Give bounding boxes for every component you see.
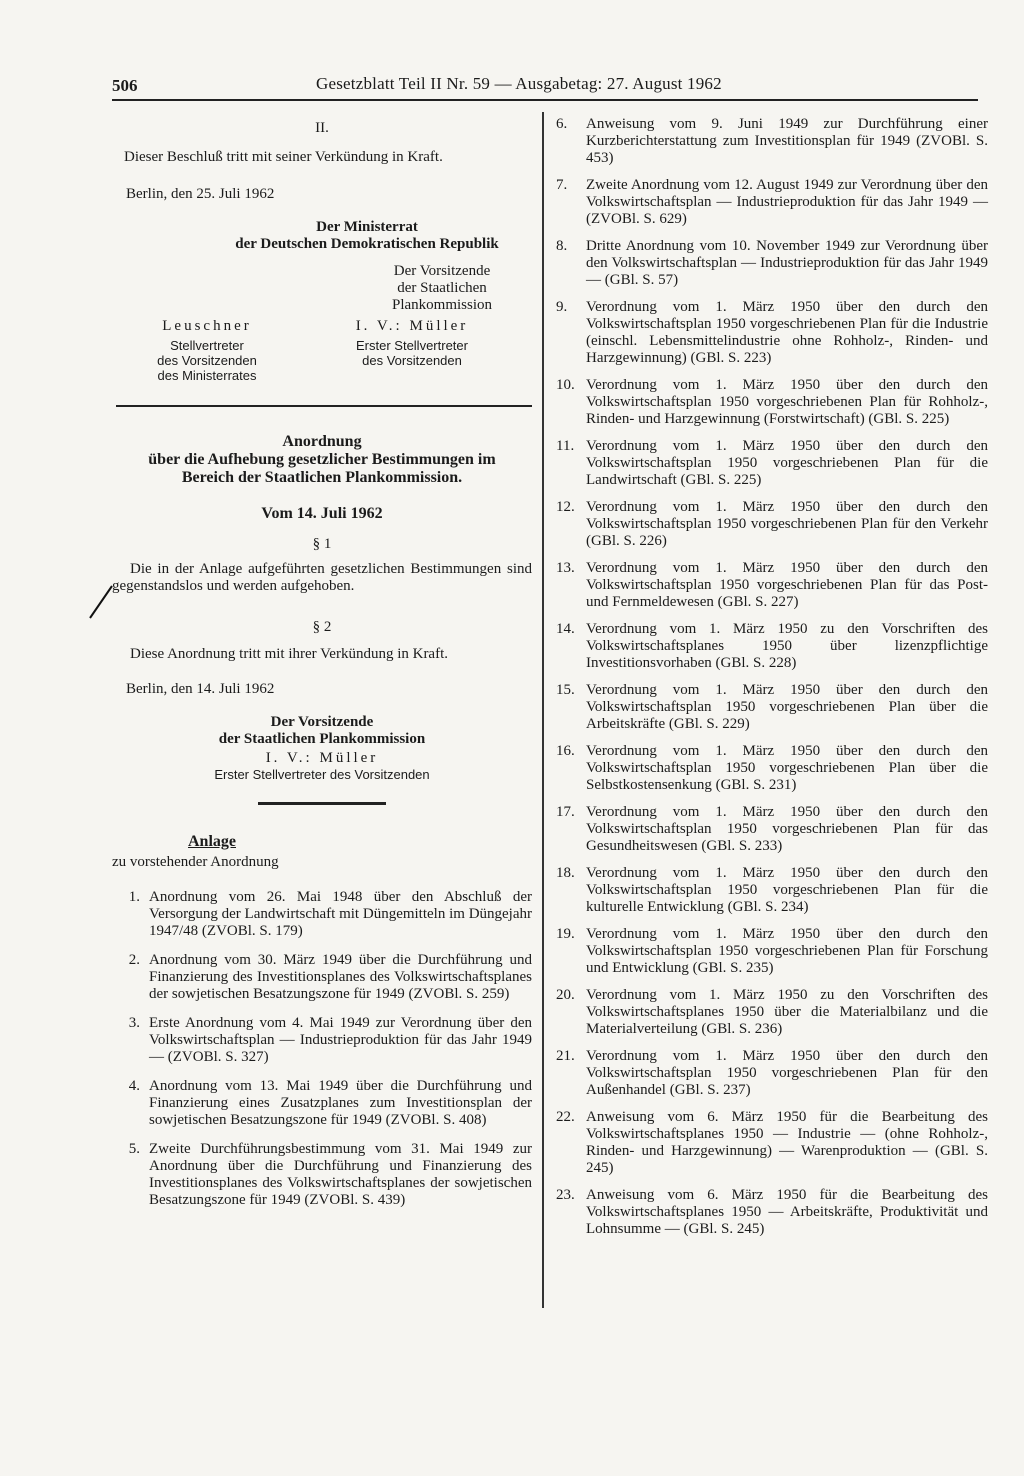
list-item-text: Verordnung vom 1. März 1950 über den durch den Volkswirtschaftsplan 1950 vorgeschriebenen Plan über die Selbstkostensenkung (GBl. S. 231) xyxy=(586,743,988,793)
place-date-2: Berlin, den 14. Juli 1962 xyxy=(126,681,275,697)
signature-2-name: I. V.: Müller xyxy=(265,750,379,766)
signature-2-role: Erster Stellvertreter des Vorsitzenden xyxy=(214,767,430,782)
list-item xyxy=(556,987,988,1038)
list-item xyxy=(556,1048,988,1099)
list-item-text: Verordnung vom 1. März 1950 über den durch den Volkswirtschaftsplan 1950 vorgeschriebenen Plan für die kulturelle Entwicklung (GBl. S. 234) xyxy=(586,865,988,915)
list-item xyxy=(556,865,988,916)
list-item xyxy=(112,1015,532,1066)
signature-title-1: Der Vorsitzende xyxy=(393,263,491,279)
anlage-heading: Anlage xyxy=(188,833,236,850)
left-column xyxy=(112,112,532,1221)
list-item-number: 21. xyxy=(556,1048,575,1064)
list-item-text: Zweite Anordnung vom 12. August 1949 zur Verordnung über den Volkswirtschaftsplan — Industrieproduktion für das Jahr 1949 — (ZVOBl. S. 629) xyxy=(586,177,988,227)
list-item-number: 5. xyxy=(128,1141,140,1157)
anordnung-date: Vom 14. Juli 1962 xyxy=(261,505,383,522)
anordnung-title-1: Anordnung xyxy=(282,433,362,450)
list-item-number: 1. xyxy=(128,889,140,905)
list-item-text: Anordnung vom 30. März 1949 über die Durchführung und Finanzierung des Investitionsplanes des Volkswirtschaftsplanes der sowjetischen Besatzungszone für 1949 (ZVOBl. S. 259) xyxy=(149,952,532,1002)
list-item xyxy=(556,560,988,611)
list-item-text: Anweisung vom 9. Juni 1949 zur Durchführung einer Kurzberichterstattung zum Investitionsplan für 1949 (ZVOBl. S. 453) xyxy=(586,116,988,166)
list-item-number: 10. xyxy=(556,377,575,393)
list-item xyxy=(556,238,988,289)
list-item xyxy=(556,621,988,672)
list-item-text: Verordnung vom 1. März 1950 über den durch den Volkswirtschaftsplan 1950 vorgeschriebenen Plan für den Verkehr (GBl. S. 226) xyxy=(586,499,988,549)
list-item xyxy=(556,1109,988,1177)
list-item xyxy=(556,116,988,167)
list-item xyxy=(556,499,988,550)
short-separator xyxy=(258,802,386,805)
list-item-number: 23. xyxy=(556,1187,575,1203)
authority-line-2: der Deutschen Demokratischen Republik xyxy=(235,236,499,252)
section-text: Dieser Beschluß tritt mit seiner Verkündung in Kraft. xyxy=(124,149,443,165)
list-item-number: 14. xyxy=(556,621,575,637)
signatory-role-2: des Vorsitzenden xyxy=(157,353,257,368)
list-item xyxy=(556,682,988,733)
list-item-text: Anweisung vom 6. März 1950 für die Bearbeitung des Volkswirtschaftsplanes 1950 — Industrie — (ohne Rohholz-, Rinden- und Harzgewinnung) — Warenproduktion — (GBl. S. 245) xyxy=(586,1109,988,1176)
list-item-number: 22. xyxy=(556,1109,575,1125)
section-separator xyxy=(116,405,532,407)
list-item-text: Dritte Anordnung vom 10. November 1949 zur Verordnung über den Volkswirtschaftsplan — Industrieproduktion für das Jahr 1949 — (GBl. S. 57) xyxy=(586,238,988,288)
list-item-text: Verordnung vom 1. März 1950 über den durch den Volkswirtschaftsplan 1950 vorgeschriebenen Plan für Forschung und Entwicklung (GBl. S. 235) xyxy=(586,926,988,976)
list-item xyxy=(556,743,988,794)
paragraph-2-symbol: § 2 xyxy=(312,619,332,635)
list-item-text: Erste Anordnung vom 4. Mai 1949 zur Verordnung über den Volkswirtschaftsplan — Industrieproduktion für das Jahr 1949 — (ZVOBl. S. 327) xyxy=(149,1015,532,1065)
list-item-number: 6. xyxy=(556,116,568,132)
list-item-number: 3. xyxy=(128,1015,140,1031)
list-item-number: 18. xyxy=(556,865,575,881)
list-item-text: Verordnung vom 1. März 1950 über den durch den Volkswirtschaftsplan 1950 vorgeschriebenen Plan für den Außenhandel (GBl. S. 237) xyxy=(586,1048,988,1098)
list-item xyxy=(112,1141,532,1209)
signatory-name-right: I. V.: Müller xyxy=(355,318,469,334)
list-item-number: 8. xyxy=(556,238,568,254)
anordnung-title-2: über die Aufhebung gesetzlicher Bestimmungen im xyxy=(148,451,496,468)
signature-right xyxy=(302,318,522,383)
list-item-number: 19. xyxy=(556,926,575,942)
signature-2-block xyxy=(112,714,532,782)
list-item xyxy=(556,377,988,428)
page-number: 506 xyxy=(112,76,138,95)
signatory-right-role-1: Erster Stellvertreter xyxy=(356,338,468,353)
signature-2-title-2: der Staatlichen Plankommission xyxy=(218,731,426,747)
list-item xyxy=(556,804,988,855)
list-item-text: Zweite Durchführungsbestimmung vom 31. Mai 1949 zur Anordnung über die Durchführung und Finanzierung des Investitionsplanes des Volkswirtschaftsplanes der sowjetischen Besatzungszone für 1949 (ZVOBl. S. 439) xyxy=(149,1141,532,1208)
signatory-role-3: des Ministerrates xyxy=(157,368,257,383)
paragraph-1-text: Die in der Anlage aufgeführten gesetzlichen Bestimmungen sind gegenstandslos und werden aufgehoben. xyxy=(112,561,532,594)
list-item-number: 15. xyxy=(556,682,575,698)
paragraph-1-symbol: § 1 xyxy=(312,536,332,552)
list-item-text: Anordnung vom 13. Mai 1949 über die Durchführung und Finanzierung eines Zusatzplanes zum Investitionsplan der sowjetischen Besatzungszone für 1949 (ZVOBl. S. 408) xyxy=(149,1078,532,1128)
list-item xyxy=(556,1187,988,1238)
anordnung-title-3: Bereich der Staatlichen Plankommission. xyxy=(181,469,463,486)
anlage-subtitle: zu vorstehender Anordnung xyxy=(112,854,279,870)
list-item xyxy=(112,1078,532,1129)
list-item-number: 7. xyxy=(556,177,568,193)
gazette-header-title: Gesetzblatt Teil II Nr. 59 — Ausgabetag: 27. August 1962 xyxy=(316,74,722,93)
list-item-text: Verordnung vom 1. März 1950 über den durch den Volkswirtschaftsplan 1950 vorgeschriebenen Plan für Rohholz-, Rinden- und Harzgewinnung (Forstwirtschaft) (GBl. S. 225) xyxy=(586,377,988,427)
list-item-number: 12. xyxy=(556,499,575,515)
paragraph-2-text: Diese Anordnung tritt mit ihrer Verkündung in Kraft. xyxy=(130,646,449,662)
list-item xyxy=(556,177,988,228)
signatory-right-role-2: des Vorsitzenden xyxy=(362,353,462,368)
list-item-text: Anordnung vom 26. Mai 1948 über den Abschluß der Versorgung der Landwirtschaft mit Düngemitteln im Düngejahr 1947/48 (ZVOBl. S. 179) xyxy=(149,889,532,939)
anlage-list-left xyxy=(112,889,532,1209)
list-item-number: 4. xyxy=(128,1078,140,1094)
list-item xyxy=(556,926,988,977)
list-item-number: 9. xyxy=(556,299,568,315)
list-item-text: Verordnung vom 1. März 1950 zu den Vorschriften des Volkswirtschaftsplanes 1950 über lizenzpflichtige Investitionsvorhaben (GBl. S. 228) xyxy=(586,621,988,671)
header-rule xyxy=(112,99,978,101)
signatory-role-1: Stellvertreter xyxy=(170,338,244,353)
list-item xyxy=(556,438,988,489)
list-item-text: Verordnung vom 1. März 1950 über den durch den Volkswirtschaftsplan 1950 vorgeschriebenen Plan für das Gesundheitswesen (GBl. S. 233) xyxy=(586,804,988,854)
list-item-number: 16. xyxy=(556,743,575,759)
list-item-text: Verordnung vom 1. März 1950 über den durch den Volkswirtschaftsplan 1950 vorgeschriebenen Plan für das Post- und Fernmeldewesen (GBl. S. 227) xyxy=(586,560,988,610)
list-item-number: 17. xyxy=(556,804,575,820)
signature-2-title-1: Der Vorsitzende xyxy=(270,714,374,730)
list-item-number: 20. xyxy=(556,987,575,1003)
right-column xyxy=(556,116,988,1248)
authority-line-1: Der Ministerrat xyxy=(316,219,418,235)
signature-left xyxy=(112,318,302,383)
signature-title-3: Plankommission xyxy=(391,297,492,313)
signatures-row xyxy=(112,318,532,383)
list-item xyxy=(112,889,532,940)
list-item xyxy=(112,952,532,1003)
list-item-text: Anweisung vom 6. März 1950 für die Bearbeitung des Volkswirtschaftsplanes 1950 — Arbeitskräfte, Produktivität und Lohnsumme — (GBl. S. 245) xyxy=(586,1187,988,1237)
list-item-text: Verordnung vom 1. März 1950 zu den Vorschriften des Volkswirtschaftsplanes 1950 über die Materialbilanz und die Materialverteilung (GBl. S. 236) xyxy=(586,987,988,1037)
list-item-text: Verordnung vom 1. März 1950 über den durch den Volkswirtschaftsplan 1950 vorgeschriebenen Plan für die Industrie (einschl. Lebensmittelindustrie ohne Rohholz-, Rinden- und Harzgewinnung) (GBl. S. 223) xyxy=(586,299,988,366)
signature-title-block xyxy=(342,263,542,314)
list-item-text: Verordnung vom 1. März 1950 über den durch den Volkswirtschaftsplan 1950 vorgeschriebenen Plan für die Landwirtschaft (GBl. S. 225) xyxy=(586,438,988,488)
list-item-number: 13. xyxy=(556,560,575,576)
place-date: Berlin, den 25. Juli 1962 xyxy=(126,186,275,202)
signature-title-2: der Staatlichen xyxy=(397,280,487,296)
list-item xyxy=(556,299,988,367)
list-item-number: 11. xyxy=(556,438,575,454)
list-item-text: Verordnung vom 1. März 1950 über den durch den Volkswirtschaftsplan 1950 vorgeschriebenen Plan über die Arbeitskräfte (GBl. S. 229) xyxy=(586,682,988,732)
section-number: II. xyxy=(315,120,329,136)
signatory-name: Leuschner xyxy=(162,318,252,334)
list-item-number: 2. xyxy=(128,952,140,968)
anordnung-title-block xyxy=(112,433,532,487)
column-divider xyxy=(542,112,544,1308)
